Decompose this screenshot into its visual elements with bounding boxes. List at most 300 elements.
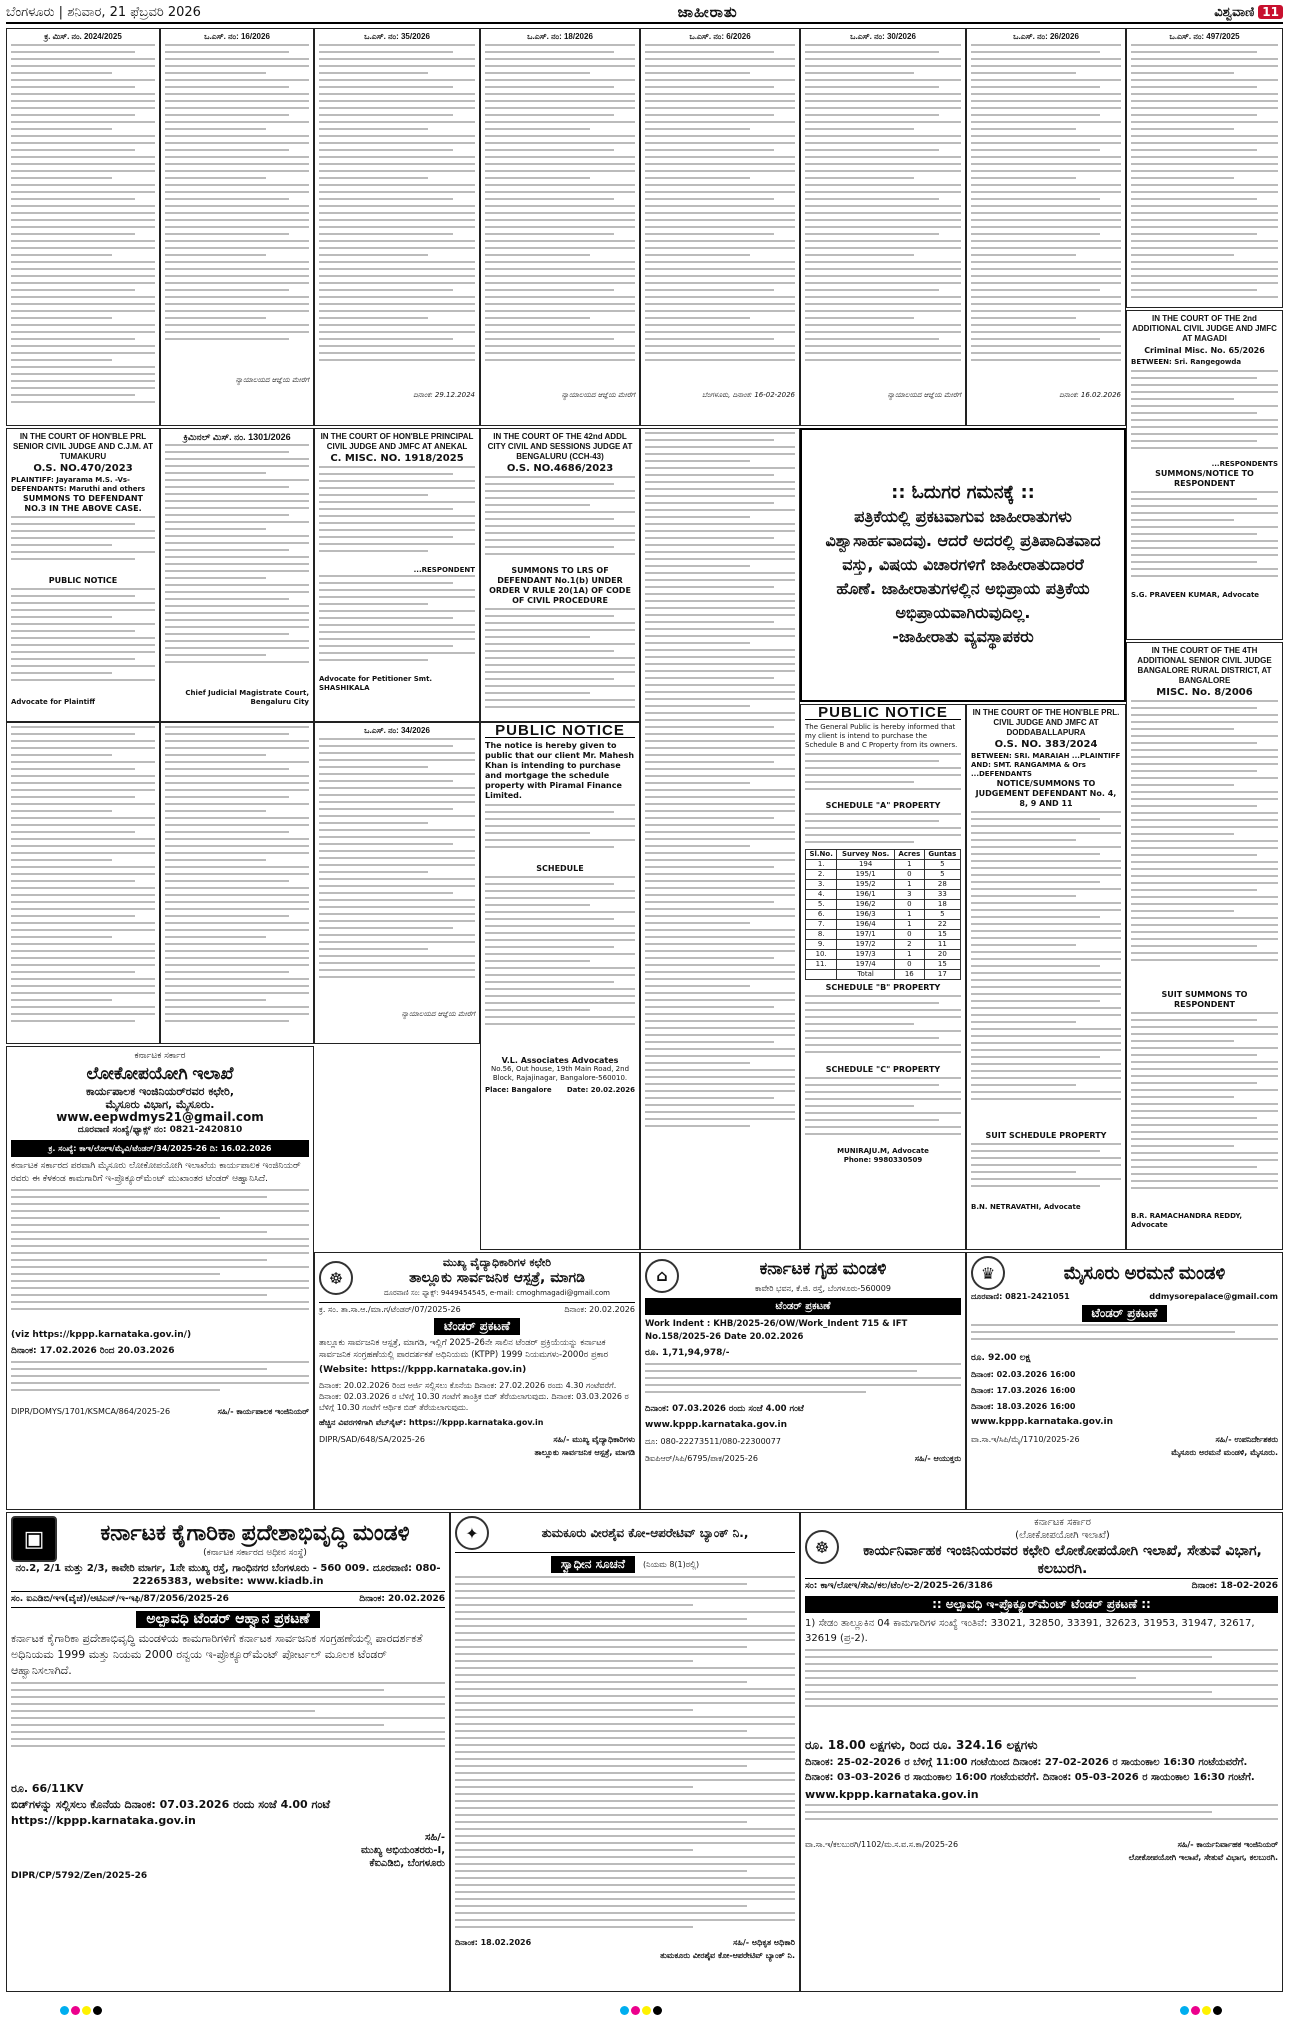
public-notice-body: The General Public is hereby informed that my client is intend to purchase the Schedule B and C Property from its owners. xyxy=(805,723,958,749)
notice-body xyxy=(1131,1012,1278,1212)
notice-date: ದಿನಾಂಕ: 16.02.2026 xyxy=(1059,391,1121,399)
notice-body xyxy=(1131,491,1278,591)
parties: PLAINTIFF: Jayarama M.S. -Vs- DEFENDANTS: Maruthi and others xyxy=(11,476,146,493)
signature-office: ತಾಲ್ಲೂಕು ಸಾರ್ವಜನಿಕ ಆಸ್ಪತ್ರೆ, ಮಾಗಡಿ xyxy=(534,1448,635,1457)
date: Date: 20.02.2026 xyxy=(566,1086,635,1094)
signature-block xyxy=(11,1831,445,1870)
tender-magadi-hospital xyxy=(314,1252,640,1510)
summons-label: SUMMONS TO LRS OF DEFENDANT No.1(b) UNDER ORDER V RULE 20(1A) OF CODE OF CIVIL PROCEDURE xyxy=(489,566,631,605)
notice-body xyxy=(1131,700,1278,990)
parties: BETWEEN: SRI. MARAIAH ...PLAINTIFF AND: SMT. RANGAMMA & Ors ...DEFENDANTS xyxy=(971,752,1121,778)
signature-office: ತುಮಕೂರು ವೀರಶೈವ ಕೋ-ಆಪರೇಟಿವ್ ಬ್ಯಾಂಕ್ ನಿ. xyxy=(660,1951,795,1960)
notice-body xyxy=(1131,370,1278,460)
table-cell: 4. xyxy=(806,890,837,900)
court-notice-4 xyxy=(480,28,640,426)
table-cell: 28 xyxy=(924,880,960,890)
tender-housing-board xyxy=(640,1252,966,1510)
court-notice-10 xyxy=(160,722,314,1044)
page-number: 11 xyxy=(1258,5,1283,19)
notice-body xyxy=(971,1143,1121,1203)
readers-line-6: -ಜಾಹೀರಾತು ವ್ಯವಸ್ಥಾಪಕರು xyxy=(892,627,1034,646)
tender-body: ತಾಲ್ಲೂಕು ಸಾರ್ವಜನಿಕ ಆಸ್ಪತ್ರೆ, ಮಾಗಡಿ, ಇಲ್ಲಿಗೆ 2025-26ನೇ ಸಾಲಿನ ಟೆಂಡರ್ ಪ್ರಕ್ರಿಯೆಯನ್ನು ಕರ್ನಾಟಕ ಸಾರ್ವಜನಿಕ ಸಂಗ್ರಹಣೆಯಲ್ಲಿ ಪಾರದರ್ಶಕತೆ ಅಧಿನಿಯಮ (KTPP) 1999 ನಿಯಮಗಳು-2000ರ ಪ್ರಕಾರ xyxy=(319,1338,609,1360)
summons-label: SUMMONS/NOTICE TO RESPONDENT xyxy=(1155,469,1254,488)
court-notice-3 xyxy=(314,28,480,426)
advocate: Advocate for Petitioner Smt. SHASHIKALA xyxy=(319,675,433,692)
table-header-cell: Sl.No. xyxy=(806,850,837,860)
table-cell: 196/1 xyxy=(837,890,895,900)
tender-footer xyxy=(805,1838,1278,1864)
signature: ಸಹಿ/- ಆಯುಕ್ತರು xyxy=(914,1454,961,1463)
notice-body xyxy=(971,44,1121,389)
advocate: B.N. NETRAVATHI, Advocate xyxy=(971,1203,1081,1211)
signature: ಸಹಿ/- ಕಾರ್ಯನಿರ್ವಾಹಕ ಇಂಜಿನಿಯರ್ xyxy=(1177,1840,1278,1849)
table-row xyxy=(806,860,961,870)
notice-signature: ನ್ಯಾಯಾಲಯದ ಆಜ್ಞೆಯ ಮೇರೆಗೆ xyxy=(235,376,309,384)
table-row xyxy=(806,940,961,950)
board-name: ಕರ್ನಾಟಕ ಕೈಗಾರಿಕಾ ಪ್ರದೇಶಾಭಿವೃದ್ಧಿ ಮಂಡಳಿ xyxy=(100,1519,410,1545)
table-cell: 7. xyxy=(806,920,837,930)
tender-label: :: ಅಲ್ಪಾವಧಿ ಇ-ಪ್ರೊಕ್ಯೂರ್‌ಮೆಂಟ್ ಟೆಂಡರ್ ಪ್ರಕಟಣೆ :: xyxy=(805,1596,1278,1613)
tender-footer xyxy=(645,1452,961,1465)
tender-header xyxy=(11,1516,445,1562)
readers-notice xyxy=(806,481,1120,649)
court-notice-doddaballapura xyxy=(966,704,1126,1250)
government: ಕರ್ನಾಟಕ ಸರ್ಕಾರ xyxy=(1034,1517,1091,1528)
notice-body xyxy=(485,476,635,566)
readers-attention-box xyxy=(800,428,1126,702)
contact-email: ddmysorepalace@gmail.com xyxy=(1149,1292,1278,1301)
signature: ಸಹಿ/- ಅಧಿಕೃತ ಅಧಿಕಾರಿ xyxy=(733,1938,795,1947)
court-notice-9 xyxy=(6,722,160,1044)
table-cell: 197/2 xyxy=(837,940,895,950)
table-cell: 10. xyxy=(806,950,837,960)
notice-body xyxy=(319,44,475,389)
public-notice-title: PUBLIC NOTICE xyxy=(485,726,635,738)
ref-date: ದಿನಾಂಕ: 20.02.2026 xyxy=(564,1305,635,1314)
phone: ದೂರವಾಣಿ ಸಂಖ್ಯೆ/ಫ್ಯಾಕ್ಸ್ ನಂ: 0821-2420810 xyxy=(77,1125,243,1135)
tender-date-2: ದಿನಾಂಕ: 17.03.2026 16:00 xyxy=(971,1386,1076,1395)
tender-reference xyxy=(319,1302,635,1316)
table-row xyxy=(806,950,961,960)
table-cell: 197/1 xyxy=(837,930,895,940)
work-indent: Work Indent : KHB/2025-26/OW/Work_Indent 715 & IFT No.158/2025-26 Date 20.02.2026 xyxy=(645,1319,908,1342)
notice-body xyxy=(805,44,961,389)
table-cell: 1. xyxy=(806,860,837,870)
notice-title: ಒ.ಎಸ್. ನಂ: 497/2025 xyxy=(1169,32,1240,41)
tender-body-lines xyxy=(805,1804,1278,1834)
court-notice-criminal-misc xyxy=(160,428,314,722)
table-cell: 15 xyxy=(924,930,960,940)
public-notice-1 xyxy=(480,722,640,1250)
contact-phone: ದೂರವಾಣಿ: 0821-2421051 xyxy=(971,1292,1070,1301)
email: www.eepwdmys21@gmail.com xyxy=(56,1110,264,1124)
table-row xyxy=(806,900,961,910)
tender-label-wrap xyxy=(971,1305,1278,1322)
table-header-cell: Survey Nos. xyxy=(837,850,895,860)
case-number: O.S. NO.4686/2023 xyxy=(506,463,614,474)
tender-date: ದಿನಾಂಕ: 07.03.2026 ರಂದು ಸಂಜೆ 4.00 ಗಂಟೆ xyxy=(645,1404,804,1414)
notice-body xyxy=(805,995,961,1065)
table-cell: 16 xyxy=(894,970,924,980)
advocate: V.L. Associates Advocates xyxy=(501,1056,619,1065)
department: ಲೋಕೋಪಯೋಗಿ ಇಲಾಖೆ xyxy=(86,1064,234,1083)
ref-number: ಕ್ರ. ಸಂ. ತಾ.ಸಾ.ಆ./ಮಾ.ಗ/ಟೆಂಡರ್/07/2025-26 xyxy=(319,1305,461,1314)
table-cell: 197/3 xyxy=(837,950,895,960)
readers-line-2: ವಿಶ್ವಾಸಾರ್ಹವಾದವು. ಆದರೆ ಅದರಲ್ಲಿ ಪ್ರತಿಪಾದಿತವಾದ xyxy=(825,531,1101,550)
tender-reference xyxy=(11,1591,445,1608)
tender-portal[interactable]: www.kppp.karnataka.gov.in xyxy=(645,1420,788,1430)
tender-pwd-mysuru xyxy=(6,1046,314,1510)
tender-amount: ರೂ. 1,71,94,978/- xyxy=(645,1348,730,1358)
tender-body-lines xyxy=(455,1576,795,1936)
color-registration-marks xyxy=(1180,2006,1222,2015)
tender-label: ಸ್ವಾಧೀನ ಸೂಚನೆ xyxy=(551,1556,635,1573)
dipr-code: DIPR/CP/5792/Zen/2025-26 xyxy=(11,1871,148,1881)
tender-label: ಅಲ್ಪಾವಧಿ ಟೆಂಡರ್ ಆಹ್ವಾನ ಪ್ರಕಟಣೆ xyxy=(136,1611,319,1628)
khb-logo-icon: ⌂ xyxy=(645,1259,679,1293)
palace-emblem-icon: ♛ xyxy=(971,1256,1005,1290)
bank-name: ತುಮಕೂರು ವೀರಶೈವ ಕೋ-ಆಪರೇಟಿವ್ ಬ್ಯಾಂಕ್ ನಿ., xyxy=(541,1525,749,1540)
notice-signature: ನ್ಯಾಯಾಲಯದ ಆಜ್ಞೆಯ ಮೇರೆಗೆ xyxy=(561,391,635,399)
tender-date-3: ದಿನಾಂಕ: 18.03.2026 16:00 xyxy=(971,1402,1076,1411)
masthead-right xyxy=(1214,5,1283,20)
tender-header xyxy=(11,1050,309,1137)
tender-header xyxy=(805,1516,1278,1578)
masthead-section: ಜಾಹೀರಾತು xyxy=(677,3,738,21)
tender-header xyxy=(455,1516,795,1553)
advocate: S.G. PRAVEEN KUMAR, Advocate xyxy=(1131,591,1260,599)
tender-body: ಕರ್ನಾಟಕ ಸರ್ಕಾರದ ಪರವಾಗಿ ಮೈಸೂರು ಲೋಕೋಪಯೋಗಿ ಇಲಾಖೆಯ ಕಾರ್ಯಪಾಲಕ ಇಂಜಿನಿಯರ್ ರವರು ಈ ಕೆಳಕಂಡ ಕಾಮಗಾರಿಗೆ ಇ-ಪ್ರೊಕ್ಯೂರ್‌ಮೆಂಟ್ ಮುಖಾಂತರ ಟೆಂಡರ್ ಆಹ್ವಾನಿಸಿದೆ. xyxy=(11,1161,301,1184)
tender-footer xyxy=(11,1405,309,1418)
notice-body xyxy=(165,444,309,689)
tender-portal[interactable]: (viz https://kppp.karnataka.gov.in/) xyxy=(11,1330,192,1340)
masthead-date: ಬೆಂಗಳೂರು | ಶನಿವಾರ, 21 ಫೆಬ್ರವರಿ 2026 xyxy=(6,4,201,20)
masthead xyxy=(6,2,1283,24)
tender-amount: ರೂ. 18.00 ಲಕ್ಷಗಳು, ರಿಂದ ರೂ. 324.16 ಲಕ್ಷಗಳು xyxy=(805,1738,1038,1752)
schedule-label: SUIT SCHEDULE PROPERTY xyxy=(985,1131,1107,1140)
table-header-cell: Acres xyxy=(894,850,924,860)
table-cell: 0 xyxy=(894,900,924,910)
notice-title: ಒ.ಎಸ್. ನಂ: 30/2026 xyxy=(850,32,916,41)
tender-body-lines xyxy=(11,1361,309,1401)
tender-dates: ದಿನಾಂಕ: 17.02.2026 ರಿಂದ 20.03.2026 xyxy=(11,1346,175,1356)
table-cell: 197/4 xyxy=(837,960,895,970)
court-notice-8 xyxy=(1126,28,1283,308)
tender-mysore-palace xyxy=(966,1252,1283,1510)
table-row xyxy=(806,920,961,930)
signature-office: ಮೈಸೂರು ಅರಮನೆ ಮಂಡಳಿ, ಮೈಸೂರು. xyxy=(1171,1448,1278,1457)
schedule-c-label: SCHEDULE "C" PROPERTY xyxy=(825,1065,941,1074)
court-notice-2 xyxy=(160,28,314,426)
notice-title: ಒ.ಎಸ್. ನಂ: 35/2026 xyxy=(364,32,430,41)
court-notice-1 xyxy=(6,28,160,426)
tender-header xyxy=(319,1256,635,1300)
table-row xyxy=(806,910,961,920)
tender-items: 1) ಸೇಡಂ ತಾಲ್ಲೂಕಿನ 04 ಕಾಮಗಾರಿಗಳ ಸಂಖ್ಯೆ ಇಂತಿವೆ: 33021, 32850, 33391, 32623, 31953, 31947, 32617, 32619 (ಪ್ರ-2). xyxy=(805,1618,1255,1644)
tender-footer xyxy=(455,1936,795,1962)
notice-body xyxy=(805,753,961,801)
table-cell: 1 xyxy=(894,950,924,960)
table-row xyxy=(806,960,961,970)
readers-line-4: ಹೊಣೆ. ಜಾಹೀರಾತುಗಳಲ್ಲಿನ ಅಭಿಪ್ರಾಯ ಪತ್ರಿಕೆಯ xyxy=(836,579,1090,598)
table-row xyxy=(806,930,961,940)
table-cell: 1 xyxy=(894,860,924,870)
tender-reference: ಕ್ರ. ಸಂಖ್ಯೆ: ಕಾಇ/ಲೋಇ/ಮೈವಿ/ಟೆಂಡರ್/34/2025-26 ದಿ: 16.02.2026 xyxy=(11,1140,309,1157)
tender-label: ಟೆಂಡರ್ ಪ್ರಕಟಣೆ xyxy=(645,1298,961,1315)
board-address: ನಂ.2, 2/1 ಮತ್ತು 2/3, ಕಾವೇರಿ ಮಾರ್ಗ, 1ನೇ ಮುಖ್ಯ ರಸ್ತೆ, ಗಾಂಧಿನಗರ ಬೆಂಗಳೂರು - 560 009. ದೂರವಾಣಿ: 080-22265383, website: www.kiadb.in xyxy=(15,1563,441,1587)
schedule-table-header xyxy=(806,850,961,860)
tender-portal[interactable]: https://kppp.karnataka.gov.in xyxy=(11,1814,196,1827)
table-cell: 1 xyxy=(894,880,924,890)
signature: ಸಹಿ/- xyxy=(425,1832,445,1843)
tender-portal[interactable]: www.kppp.karnataka.gov.in xyxy=(805,1788,979,1801)
tender-label-wrap xyxy=(455,1556,795,1573)
court-name: IN THE COURT OF THE 42nd ADDL CITY CIVIL AND SESSIONS JUDGE AT BENGALURU (CCH-43) xyxy=(487,432,633,461)
schedule-body xyxy=(485,876,635,1056)
tender-date: ಬಿಡ್‌ಗಳನ್ನು ಸಲ್ಲಿಸಲು ಕೊನೆಯ ದಿನಾಂಕ: 07.03.2026 ರಂದು ಸಂಜೆ 4.00 ಗಂಟೆ xyxy=(11,1798,331,1811)
notice-body xyxy=(319,575,475,675)
office-name: ಕಾರ್ಯನಿರ್ವಾಹಕ ಇಂಜಿನಿಯರವರ ಕಛೇರಿ ಲೋಕೋಪಯೋಗಿ ಇಲಾಖೆ, ಸೇತುವೆ ವಿಭಾಗ, ಕಲಬುರಗಿ. xyxy=(863,1543,1262,1577)
tender-amount: ರೂ. 66/11KV xyxy=(11,1782,84,1795)
kiadb-logo-icon: ▣ xyxy=(11,1516,57,1562)
court-notice-6 xyxy=(800,28,966,426)
table-cell: 195/1 xyxy=(837,870,895,880)
court-notice-bangalore-rural xyxy=(1126,642,1283,1250)
notice-body xyxy=(485,608,635,722)
ref-number: ಸಂ: ಕಾಇ/ಲೋಇ/ಸೇವಿ/ಕಲ/ಟೆಂ/ಲ-2/2025-26/3186 xyxy=(805,1581,993,1591)
advocate: MUNIRAJU.M, Advocate xyxy=(837,1147,929,1155)
tender-web[interactable]: ಹೆಚ್ಚಿನ ವಿವರಗಳಿಗಾಗಿ ವೆಬ್‌ಸೈಟ್: https://kppp.karnataka.gov.in xyxy=(319,1418,544,1427)
schedule-table-body xyxy=(806,860,961,980)
dipr-code: ವಾ.ಸಾ.ಇ/ಸಿಪಿ/ಮೈ/1710/2025-26 xyxy=(971,1435,1080,1444)
ref-date: ದಿನಾಂಕ: 20.02.2026 xyxy=(359,1594,445,1604)
table-cell: 11. xyxy=(806,960,837,970)
signature-title: ಮುಖ್ಯ ಅಭಿಯಂತರರು-I, xyxy=(360,1845,445,1856)
case-number: O.S. NO.470/2023 xyxy=(33,463,133,474)
table-cell: 196/3 xyxy=(837,910,895,920)
notice-body xyxy=(11,588,155,698)
summons-label: NOTICE/SUMMONS TO JUDGEMENT DEFENDANT No. 4, 8, 9 AND 11 xyxy=(975,779,1117,808)
court-notice-7 xyxy=(966,28,1126,426)
schedule-b-label: SCHEDULE "B" PROPERTY xyxy=(825,983,941,992)
tender-footer xyxy=(971,1433,1278,1459)
court-notice-magadi xyxy=(1126,310,1283,640)
paper-name: ವಿಶ್ವವಾಣಿ xyxy=(1214,4,1255,20)
tender-body-lines xyxy=(11,1682,445,1782)
emblem-icon: ☸ xyxy=(319,1261,353,1295)
notice-title: ಒ.ಎಸ್. ನಂ: 18/2026 xyxy=(527,32,593,41)
dipr-code: ಡಿಐಪಿಆರ್/ಸಿಪಿ/6795/ಪಾಕ/2025-26 xyxy=(645,1454,758,1463)
notice-body xyxy=(11,516,155,576)
table-cell: Total xyxy=(837,970,895,980)
tender-footer xyxy=(319,1433,635,1459)
summons-label: SUIT SUMMONS TO RESPONDENT xyxy=(1161,990,1248,1009)
tender-header xyxy=(971,1256,1278,1290)
table-row xyxy=(806,880,961,890)
table-cell: 6. xyxy=(806,910,837,920)
table-cell: 1 xyxy=(894,910,924,920)
table-row xyxy=(806,890,961,900)
notice-body xyxy=(485,44,635,389)
signature: ಸಹಿ/- ಕಾರ್ಯಪಾಲಕ ಇಂಜಿನಿಯರ್ xyxy=(217,1407,309,1416)
court-name: IN THE COURT OF HON'BLE PRINCIPAL CIVIL JUDGE AND JMFC AT ANEKAL xyxy=(320,432,474,451)
table-cell: 17 xyxy=(924,970,960,980)
board-name: ಕರ್ನಾಟಕ ಗೃಹ ಮಂಡಳಿ xyxy=(759,1259,887,1278)
advocate: Advocate for Plaintiff xyxy=(11,698,95,706)
tender-amount: ರೂ. 92.00 ಲಕ್ಷ xyxy=(971,1353,1031,1363)
table-cell: 3 xyxy=(894,890,924,900)
court-notice-anekal xyxy=(314,428,480,722)
phone: ದೂ: 080-22273511/080-22300077 xyxy=(645,1437,781,1446)
table-header-cell: Guntas xyxy=(924,850,960,860)
dipr-code: ವಾ.ಸಾ.ಇ/ಕಲಬುರಗಿ/1102/ಮ.ಸ.ವ.ಸ.ಕಾ/2025-26 xyxy=(805,1840,959,1849)
court-notice-tumakuru xyxy=(6,428,160,722)
schedule-table xyxy=(805,849,961,980)
signature: ಸಹಿ/- ಉಪನಿರ್ದೇಶಕರು xyxy=(1215,1435,1278,1444)
signature-office: ಕೆಐಎಡಿಬಿ, ಬೆಂಗಳೂರು xyxy=(369,1858,445,1869)
table-cell: 33 xyxy=(924,890,960,900)
tender-tumakuru-bank xyxy=(450,1512,800,1992)
schedule-label: SCHEDULE xyxy=(536,864,584,873)
table-cell: 0 xyxy=(894,870,924,880)
office-name: ತಾಲ್ಲೂಕು ಸಾರ್ವಜನಿಕ ಆಸ್ಪತ್ರೆ, ಮಾಗಡಿ xyxy=(409,1270,585,1286)
tender-label: ಟೆಂಡರ್ ಪ್ರಕಟಣೆ xyxy=(434,1318,520,1335)
table-cell: 2. xyxy=(806,870,837,880)
schedule-a-label: SCHEDULE "A" PROPERTY xyxy=(825,801,941,810)
public-notice-2 xyxy=(800,704,966,1250)
color-registration-marks xyxy=(620,2006,662,2015)
notice-body xyxy=(1131,44,1278,308)
board-address: ಕಾವೇರಿ ಭವನ, ಕೆ.ಜಿ. ರಸ್ತೆ, ಬೆಂಗಳೂರು-560009 xyxy=(755,1284,891,1293)
signature-office: ಲೋಕೋಪಯೋಗಿ ಇಲಾಖೆ, ಸೇತುವೆ ವಿಭಾಗ, ಕಲಬುರಗಿ. xyxy=(1128,1853,1278,1862)
division: ಮೈಸೂರು ವಿಭಾಗ, ಮೈಸೂರು. xyxy=(105,1098,215,1111)
table-cell: 5 xyxy=(924,870,960,880)
rule: (ನಿಯಮ 8(1)ರಲ್ಲಿ) xyxy=(643,1560,700,1569)
table-cell: 20 xyxy=(924,950,960,960)
ref-number: ಸಂ. ಐಎಡಿಬಿ/ಇಇ(ವೈಜೆ)/ಆಟಿಎನ್/ಇ-ಇಫಿ/87/2056/2025-26 xyxy=(11,1594,229,1604)
table-cell: 18 xyxy=(924,900,960,910)
tender-label: ಟೆಂಡರ್ ಪ್ರಕಟಣೆ xyxy=(1082,1305,1168,1322)
table-cell: 9. xyxy=(806,940,837,950)
board-name: ಮೈಸೂರು ಅರಮನೆ ಮಂಡಳಿ xyxy=(1063,1263,1226,1283)
notice-body xyxy=(485,804,635,864)
table-cell: 5 xyxy=(924,910,960,920)
respondents-label: ...RESPONDENT xyxy=(413,566,475,574)
table-cell: 0 xyxy=(894,930,924,940)
tender-portal[interactable]: (Website: https://kppp.karnataka.gov.in) xyxy=(319,1365,527,1375)
notice-body xyxy=(971,811,1121,1131)
notice-title: ಕ್ರಿಮಿನಲ್ ಮಿಸ್. ನಂ. 1301/2026 xyxy=(183,432,291,442)
tender-body-lines xyxy=(805,1649,1278,1739)
tender-kiadb xyxy=(6,1512,450,1992)
notice-signature: ನ್ಯಾಯಾಲಯದ ಆಜ್ಞೆಯ ಮೇರೆಗೆ xyxy=(401,1010,475,1018)
table-row xyxy=(806,970,961,980)
readers-line-1: ಪತ್ರಿಕೆಯಲ್ಲಿ ಪ್ರಕಟವಾಗುವ ಜಾಹೀರಾತುಗಳು xyxy=(854,507,1072,526)
case-number: Criminal Misc. No. 65/2026 xyxy=(1144,346,1265,355)
bank-logo-icon: ✦ xyxy=(455,1516,489,1550)
notice-body xyxy=(645,44,795,389)
notice-date: ಬೆಂಗಳೂರು, ದಿನಾಂಕ: 16-02-2026 xyxy=(702,391,795,399)
public-notice-footer xyxy=(485,1086,635,1095)
office: ಕಾರ್ಯಪಾಲಕ ಇಂಜಿನಿಯರ್‌ರವರ ಕಛೇರಿ, xyxy=(85,1085,235,1098)
notice-date: ದಿನಾಂಕ: 29.12.2024 xyxy=(413,391,475,399)
tender-header xyxy=(645,1256,961,1295)
table-cell: 22 xyxy=(924,920,960,930)
dipr-code: DIPR/SAD/648/SA/2025-26 xyxy=(319,1435,425,1444)
notice-title: ಕ್ರ. ಮಿಸ್. ನಂ. 2024/2025 xyxy=(44,32,122,41)
court-notice-11 xyxy=(314,722,480,1044)
case-number: C. MISC. NO. 1918/2025 xyxy=(330,453,464,464)
court-notice-cch43-continued xyxy=(640,428,800,1250)
notice-body xyxy=(319,466,475,566)
court-notice-cch43 xyxy=(480,428,640,722)
public-notice-title: PUBLIC NOTICE xyxy=(805,708,961,720)
tender-body-lines xyxy=(645,1363,961,1403)
table-cell: 11 xyxy=(924,940,960,950)
advocate-address: No.56, Out house, 19th Main Road, 2nd Block, Rajajinagar, Bangalore-560010. xyxy=(490,1065,630,1082)
dipr-code: DIPR/DOMYS/1701/KSMCA/864/2025-26 xyxy=(11,1407,171,1416)
court-name: IN THE COURT OF HON'BLE PRL SENIOR CIVIL JUDGE AND C.J.M. AT TUMAKURU xyxy=(12,432,153,461)
notice-title: ಒ.ಎಸ್. ನಂ: 26/2026 xyxy=(1013,32,1079,41)
tender-portal[interactable]: www.kppp.karnataka.gov.in xyxy=(971,1417,1114,1427)
advocate-phone: Phone: 9980330509 xyxy=(843,1156,923,1164)
table-cell: 3. xyxy=(806,880,837,890)
contact: ದೂರವಾಣಿ ಸಂ: ಫ್ಯಾಕ್ಸ್: 9449454545, e-mail: cmoghmagadi@gmail.com xyxy=(384,1289,610,1297)
table-cell: 0 xyxy=(894,960,924,970)
emblem-icon: ☸ xyxy=(805,1530,839,1564)
color-registration-marks xyxy=(60,2006,102,2015)
summons-label: SUMMONS TO DEFENDANT NO.3 IN THE ABOVE CASE. xyxy=(23,494,143,513)
tender-pwd-kalaburagi xyxy=(800,1512,1283,1992)
court-name: IN THE COURT OF THE HON'BLE PRL. CIVIL JUDGE AND JMFC AT DODDABALLAPURA xyxy=(972,708,1120,737)
notice-body xyxy=(805,813,961,849)
notice-title: ಒ.ಎಸ್. ನಂ: 34/2026 xyxy=(364,726,430,735)
advocate: B.R. RAMACHANDRA REDDY, Advocate xyxy=(1131,1212,1242,1229)
table-cell xyxy=(806,970,837,980)
contact-row xyxy=(971,1290,1278,1303)
tender-body-lines xyxy=(11,1189,309,1329)
table-cell: 8. xyxy=(806,930,837,940)
place: Place: Bangalore xyxy=(485,1086,552,1094)
notice-body xyxy=(11,44,155,426)
public-notice-label: PUBLIC NOTICE xyxy=(48,576,118,585)
notice-body xyxy=(165,44,309,374)
readers-line-5: ಅಭಿಪ್ರಾಯವಾಗಿರುವುದಿಲ್ಲ. xyxy=(895,603,1031,622)
public-notice-body: The notice is hereby given to public that our client Mr. Mahesh Khan is intending to purchase and mortgage the schedule property with Piramal Finance Limited. xyxy=(485,741,635,800)
department: (ಲೋಕೋಪಯೋಗಿ ಇಲಾಖೆ) xyxy=(1015,1530,1110,1541)
case-number: MISC. No. 8/2006 xyxy=(1156,687,1253,698)
notice-signature: Chief Judicial Magistrate Court, Bengaluru City xyxy=(185,689,309,706)
table-cell: 196/2 xyxy=(837,900,895,910)
case-number: O.S. NO. 383/2024 xyxy=(994,739,1098,750)
court-name: IN THE COURT OF THE 2nd ADDITIONAL CIVIL JUDGE AND JMFC AT MAGADI xyxy=(1132,314,1277,343)
tender-label-wrap xyxy=(319,1318,635,1335)
notice-title: ಒ.ಎಸ್. ನಂ: 6/2026 xyxy=(689,32,751,41)
court-name: IN THE COURT OF THE 4TH ADDITIONAL SENIOR CIVIL JUDGE BANGALORE RURAL DISTRICT, AT BANGALORE xyxy=(1137,646,1272,685)
office-head: ಮುಖ್ಯ ವೈದ್ಯಾಧಿಕಾರಿಗಳ ಕಛೇರಿ xyxy=(442,1256,552,1269)
table-cell: 5. xyxy=(806,900,837,910)
notice-body xyxy=(645,432,795,1232)
tender-date-1: ದಿನಾಂಕ: 02.03.2026 16:00 xyxy=(971,1370,1076,1379)
tender-dates: ದಿನಾಂಕ: 20.02.2026 ರಿಂದ ಅರ್ಜಿ ಸಲ್ಲಿಸಲು ಕೊನೆಯ ದಿನಾಂಕ: 27.02.2026 ರಂದು 4.30 ಗಂಟೆವರೆಗೆ. ದಿನಾಂಕ: 02.03.2026 ರ ಬೆಳಿಗ್ಗೆ 10.30 ಗಂಟೆಗೆ ತಾಂತ್ರಿಕ ಬಿಡ್ ತೆರೆಯಲಾಗುವುದು. ದಿನಾಂಕ: 03.03.2026 ರ ಬೆಳಿಗ್ಗೆ 10.30 ಗಂಟೆಗೆ ಆರ್ಥಿಕ ಬಿಡ್ ತೆರೆಯಲಾಗುವುದು. xyxy=(319,1381,629,1412)
table-cell: 196/4 xyxy=(837,920,895,930)
government: ಕರ್ನಾಟಕ ಸರ್ಕಾರ xyxy=(134,1051,186,1061)
notice-body xyxy=(319,738,475,1008)
table-row xyxy=(806,870,961,880)
date: ದಿನಾಂಕ: 18.02.2026 xyxy=(455,1938,532,1947)
table-cell: 1 xyxy=(894,920,924,930)
table-cell: 5 xyxy=(924,860,960,870)
